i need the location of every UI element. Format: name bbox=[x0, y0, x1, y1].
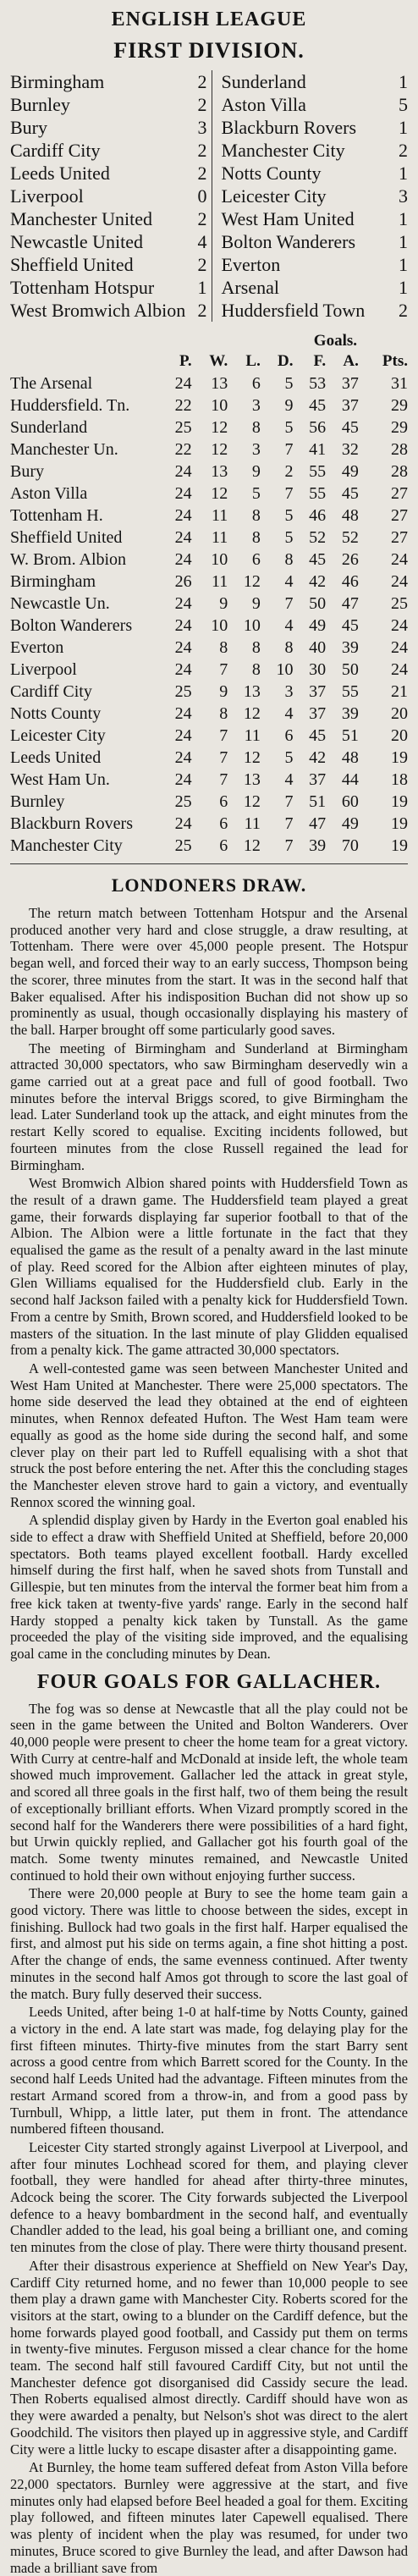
standings-row bbox=[10, 549, 408, 571]
drawn-cell: 7 bbox=[284, 814, 294, 833]
standings-row bbox=[10, 791, 408, 813]
home-team: Leeds United bbox=[10, 163, 110, 184]
goals-for-cell: 56 bbox=[309, 418, 327, 437]
drawn-cell: 4 bbox=[284, 616, 294, 635]
col-header-for: F. bbox=[313, 352, 327, 370]
away-team: Bolton Wanderers bbox=[221, 231, 356, 252]
goals-for-cell: 37 bbox=[309, 770, 327, 789]
won-cell: 6 bbox=[219, 814, 228, 833]
standings-row bbox=[10, 439, 408, 461]
club-name: Blackburn Rovers bbox=[10, 814, 133, 833]
standings-header-row bbox=[10, 350, 408, 372]
goals-for-cell: 37 bbox=[309, 704, 327, 723]
standings-row bbox=[10, 747, 408, 769]
result-divider bbox=[212, 116, 222, 139]
lost-cell: 12 bbox=[243, 836, 261, 855]
drawn-cell: 5 bbox=[284, 506, 294, 525]
result-divider bbox=[212, 276, 222, 299]
points-cell: 31 bbox=[391, 374, 408, 393]
drawn-cell: 3 bbox=[284, 682, 294, 701]
won-cell: 12 bbox=[211, 440, 228, 459]
lost-cell: 6 bbox=[251, 550, 261, 569]
standings-row bbox=[10, 703, 408, 725]
points-cell: 20 bbox=[391, 704, 408, 723]
played-cell: 24 bbox=[174, 638, 192, 657]
club-name: W. Brom. Albion bbox=[10, 550, 127, 569]
away-score: 1 bbox=[399, 163, 408, 184]
lost-cell: 12 bbox=[243, 792, 261, 811]
points-cell: 29 bbox=[391, 396, 408, 415]
lost-cell: 3 bbox=[251, 440, 261, 459]
drawn-cell: 2 bbox=[284, 462, 294, 481]
played-cell: 25 bbox=[174, 792, 192, 811]
match-reports bbox=[10, 874, 408, 2576]
goals-against-cell: 26 bbox=[341, 550, 359, 569]
goals-for-cell: 45 bbox=[309, 726, 327, 745]
away-team: Huddersfield Town bbox=[221, 300, 366, 321]
lost-cell: 3 bbox=[251, 396, 261, 415]
won-cell: 9 bbox=[219, 682, 228, 701]
result-divider bbox=[212, 230, 222, 253]
won-cell: 13 bbox=[211, 462, 228, 481]
goals-for-cell: 42 bbox=[309, 572, 327, 591]
lost-cell: 12 bbox=[243, 572, 261, 591]
goals-for-cell: 39 bbox=[309, 836, 327, 855]
won-cell: 7 bbox=[219, 770, 228, 789]
played-cell: 24 bbox=[174, 748, 192, 767]
away-score: 5 bbox=[399, 94, 408, 115]
home-team: West Bromwich Albion bbox=[10, 300, 186, 321]
goals-against-cell: 70 bbox=[341, 836, 359, 855]
results-table bbox=[10, 70, 408, 322]
standings-row bbox=[10, 835, 408, 857]
away-score: 2 bbox=[399, 140, 408, 161]
away-team: Sunderland bbox=[221, 71, 306, 92]
won-cell: 11 bbox=[211, 506, 228, 525]
home-score: 4 bbox=[197, 231, 207, 252]
goals-for-cell: 41 bbox=[309, 440, 327, 459]
points-cell: 28 bbox=[391, 440, 408, 459]
club-name: Sheffield United bbox=[10, 528, 123, 547]
played-cell: 24 bbox=[174, 528, 192, 547]
standings-row bbox=[10, 593, 408, 615]
played-cell: 24 bbox=[174, 550, 192, 569]
standings-row bbox=[10, 527, 408, 549]
away-score: 1 bbox=[399, 254, 408, 275]
points-cell: 28 bbox=[391, 462, 408, 481]
home-score: 2 bbox=[197, 254, 207, 275]
result-row bbox=[10, 253, 408, 276]
home-score: 2 bbox=[197, 94, 207, 115]
won-cell: 7 bbox=[219, 748, 228, 767]
drawn-cell: 5 bbox=[284, 528, 294, 547]
club-name: Sunderland bbox=[10, 418, 88, 437]
report-paragraph: The return match between Tottenham Hotspur and the Arsenal produced another very hard and close struggle, a draw resulting, at Tottenham. There were over 45,000 people present. The Hotspur began well, and forced their way to an early success, Thompson being the scorer, three minutes from the start. It was in the second half that Baker equalised. After his indisposition Buchan did not show up so prominently as usual, though occasionally displaying his mastery of the ball. Harper brought off some particularly good saves. bbox=[10, 905, 408, 1038]
points-cell: 27 bbox=[391, 528, 408, 547]
home-team: Burnley bbox=[10, 94, 70, 115]
won-cell: 10 bbox=[211, 550, 228, 569]
won-cell: 12 bbox=[211, 484, 228, 503]
goals-for-cell: 55 bbox=[309, 462, 327, 481]
standings-row bbox=[10, 505, 408, 527]
standings-row bbox=[10, 416, 408, 439]
club-name: Huddersfield. Tn. bbox=[10, 396, 130, 415]
club-name: Cardiff City bbox=[10, 682, 92, 701]
result-divider bbox=[212, 139, 222, 162]
standings-club-header bbox=[10, 350, 159, 372]
home-team: Tottenham Hotspur bbox=[10, 277, 155, 298]
club-name: Manchester City bbox=[10, 836, 123, 855]
col-header-lost: L. bbox=[245, 352, 261, 370]
club-name: Burnley bbox=[10, 792, 65, 811]
club-name: West Ham Un. bbox=[10, 770, 110, 789]
away-team: Aston Villa bbox=[221, 94, 306, 115]
goals-against-cell: 49 bbox=[341, 814, 359, 833]
club-name: Liverpool bbox=[10, 660, 77, 679]
home-score: 2 bbox=[197, 140, 207, 161]
result-row bbox=[10, 276, 408, 299]
won-cell: 8 bbox=[219, 704, 228, 723]
played-cell: 22 bbox=[174, 396, 192, 415]
won-cell: 13 bbox=[211, 374, 228, 393]
home-team: Manchester United bbox=[10, 208, 152, 229]
report-paragraph: Leicester City started strongly against Liverpool at Liverpool, and after four minutes Lochhead scored for them, and playing clever football, they were handled for ahead after thirty-three minutes, Adcock being the scorer. The City forwards subjected the Liverpool defence to a heavy bombardment in the second half, and eventually Chandler added to the lead, his goal being a brilliant one, and coming ten minutes from the close of play. There were thirty thousand present. bbox=[10, 2138, 408, 2256]
club-name: Bolton Wanderers bbox=[10, 616, 133, 635]
col-header-played: P. bbox=[179, 352, 192, 370]
lost-cell: 8 bbox=[251, 528, 261, 547]
result-divider bbox=[212, 207, 222, 230]
standings-row bbox=[10, 637, 408, 659]
points-cell: 18 bbox=[391, 770, 408, 789]
result-row bbox=[10, 185, 408, 207]
home-team: Sheffield United bbox=[10, 254, 134, 275]
won-cell: 7 bbox=[219, 726, 228, 745]
goals-against-cell: 52 bbox=[341, 528, 359, 547]
goals-against-cell: 39 bbox=[341, 704, 359, 723]
lost-cell: 8 bbox=[251, 660, 261, 679]
report-paragraph: There were 20,000 people at Bury to see the home team gain a good victory. There was little to choose between the sides, except in finishing. Bullock had two goals in the first half. Harper equalised the first, and almost put his side on terms again, a fine shot hitting a post. After the change of ends, the same evenness continued. After twenty minutes in the second half Amos got through to score the last goal of the match. Bury fully deserved their success. bbox=[10, 1885, 408, 2002]
home-team: Cardiff City bbox=[10, 140, 101, 161]
home-team: Bury bbox=[10, 117, 47, 138]
played-cell: 24 bbox=[174, 814, 192, 833]
lost-cell: 5 bbox=[251, 484, 261, 503]
club-name: Leicester City bbox=[10, 726, 106, 745]
result-row bbox=[10, 139, 408, 162]
report-paragraph: A splendid display given by Hardy in the Everton goal enabled his side to effect a draw with Sheffield United at Sheffield, before 20,000 spectators. Both teams played excellent football. Hardy excelled himself during the first half, when he saved shots from Tunstall and Gillespie, but ten minutes from the interval the former beat him from a free kick taken at twenty-five yards' range. Early in the second half Hardy stopped a penalty kick taken by Tunstall. As the game proceeded the play of the visiting side improved, and the equalising goal came in the concluding minutes by Dean. bbox=[10, 1512, 408, 1662]
home-team: Birmingham bbox=[10, 71, 105, 92]
result-row bbox=[10, 116, 408, 139]
divider bbox=[10, 863, 408, 864]
club-name: Manchester Un. bbox=[10, 440, 118, 459]
home-score: 2 bbox=[197, 163, 207, 184]
standings-body bbox=[10, 372, 408, 857]
result-row bbox=[10, 299, 408, 322]
away-team: Leicester City bbox=[221, 185, 327, 207]
goals-against-cell: 47 bbox=[341, 594, 359, 613]
standings-row bbox=[10, 681, 408, 703]
club-name: Tottenham H. bbox=[10, 506, 103, 525]
away-score: 1 bbox=[399, 117, 408, 138]
drawn-cell: 6 bbox=[284, 726, 294, 745]
goals-for-cell: 42 bbox=[309, 748, 327, 767]
standings-row bbox=[10, 659, 408, 681]
points-cell: 24 bbox=[391, 572, 408, 591]
away-team: Blackburn Rovers bbox=[221, 117, 357, 138]
away-team: West Ham United bbox=[221, 208, 355, 229]
away-score: 1 bbox=[399, 277, 408, 298]
goals-against-cell: 46 bbox=[341, 572, 359, 591]
result-row bbox=[10, 207, 408, 230]
col-header-drawn: D. bbox=[278, 352, 294, 370]
report-paragraph: The meeting of Birmingham and Sunderland at Birmingham attracted 30,000 spectators, who saw Birmingham deservedly win a game carried out at a great pace and full of good football. Two minutes before the interval Briggs scored, to give Birmingham the lead. Later Sunderland took up the attack, and eight minutes from the restart Kelly scored to equalise. Exciting incidents followed, but fourteen minutes from the close Russell regained the lead for Birmingham. bbox=[10, 1040, 408, 1173]
lost-cell: 8 bbox=[251, 418, 261, 437]
points-cell: 19 bbox=[391, 792, 408, 811]
standings-row bbox=[10, 571, 408, 593]
goals-against-cell: 45 bbox=[341, 484, 359, 503]
played-cell: 24 bbox=[174, 374, 192, 393]
club-name: Leeds United bbox=[10, 748, 102, 767]
played-cell: 24 bbox=[174, 462, 192, 481]
drawn-cell: 5 bbox=[284, 374, 294, 393]
points-cell: 21 bbox=[391, 682, 408, 701]
goals-against-cell: 37 bbox=[341, 374, 359, 393]
lost-cell: 12 bbox=[243, 748, 261, 767]
lost-cell: 13 bbox=[243, 682, 261, 701]
lost-cell: 8 bbox=[251, 506, 261, 525]
lost-cell: 9 bbox=[251, 462, 261, 481]
club-name: Birmingham bbox=[10, 572, 96, 591]
result-row bbox=[10, 93, 408, 116]
played-cell: 24 bbox=[174, 484, 192, 503]
standings-table bbox=[10, 350, 408, 857]
drawn-cell: 4 bbox=[284, 704, 294, 723]
goals-label: Goals. bbox=[313, 332, 357, 350]
played-cell: 24 bbox=[174, 594, 192, 613]
goals-for-cell: 51 bbox=[309, 792, 327, 811]
lost-cell: 10 bbox=[243, 616, 261, 635]
points-cell: 20 bbox=[391, 726, 408, 745]
club-name: Everton bbox=[10, 638, 64, 657]
report-paragraph: Leeds United, after being 1-0 at half-time by Notts County, gained a victory in the end. A late start was made, fog delaying play for the first fifteen minutes. Thirty-five minutes from the start Barry sent across a good centre from which Barrett scored for the County. In the second half Leeds United had the advantage. Fifteen minutes from the restart Armand scored from a throw-in, and from a good pass by Turnbull, Whipp, a little later, put them in front. The attendance numbered fifteen thousand. bbox=[10, 2004, 408, 2137]
played-cell: 26 bbox=[174, 572, 192, 591]
won-cell: 8 bbox=[219, 638, 228, 657]
home-score: 0 bbox=[197, 185, 207, 207]
drawn-cell: 4 bbox=[284, 572, 294, 591]
report-paragraph: West Bromwich Albion shared points with Huddersfield Town as the result of a drawn game. The Huddersfield team played a great game, their forwards displaying far superior football to that of the Albion. The Albion were a little fortunate in the fact that they equalised the game as the result of a penalty award in the last minute of play. Reed scored for the Albion after eighteen minutes of play, Glen Williams equalised for the Huddersfield club. Early in the second half Jackson failed with a penalty kick for Huddersfield Town. From a centre by Smith, Brown scored, and Huddersfield looked to be masters of the situation. In the last minute of play Glidden equalised from a penalty kick. The game attracted 30,000 spectators. bbox=[10, 1175, 408, 1359]
won-cell: 6 bbox=[219, 836, 228, 855]
goals-against-cell: 60 bbox=[341, 792, 359, 811]
lost-cell: 8 bbox=[251, 638, 261, 657]
points-cell: 29 bbox=[391, 418, 408, 437]
points-cell: 19 bbox=[391, 814, 408, 833]
goals-against-cell: 37 bbox=[341, 396, 359, 415]
goals-for-cell: 47 bbox=[309, 814, 327, 833]
played-cell: 25 bbox=[174, 836, 192, 855]
away-team: Notts County bbox=[221, 163, 322, 184]
drawn-cell: 7 bbox=[284, 440, 294, 459]
goals-for-cell: 52 bbox=[309, 528, 327, 547]
away-score: 1 bbox=[399, 231, 408, 252]
won-cell: 9 bbox=[219, 594, 228, 613]
section-heading: LONDONERS DRAW. bbox=[111, 874, 307, 896]
division-title: FIRST DIVISION. bbox=[113, 38, 305, 63]
goals-for-cell: 37 bbox=[309, 682, 327, 701]
home-score: 3 bbox=[197, 117, 207, 138]
away-score: 3 bbox=[399, 185, 408, 207]
goals-for-cell: 53 bbox=[309, 374, 327, 393]
drawn-cell: 5 bbox=[284, 748, 294, 767]
played-cell: 25 bbox=[174, 418, 192, 437]
drawn-cell: 10 bbox=[276, 660, 294, 679]
standings-row bbox=[10, 615, 408, 637]
section-heading: FOUR GOALS FOR GALLACHER. bbox=[36, 1670, 382, 1693]
points-cell: 24 bbox=[391, 638, 408, 657]
league-title: ENGLISH LEAGUE bbox=[111, 8, 307, 30]
drawn-cell: 5 bbox=[284, 418, 294, 437]
won-cell: 7 bbox=[219, 660, 228, 679]
goals-for-cell: 45 bbox=[309, 396, 327, 415]
standings-row bbox=[10, 483, 408, 505]
drawn-cell: 7 bbox=[284, 792, 294, 811]
won-cell: 6 bbox=[219, 792, 228, 811]
away-score: 2 bbox=[399, 300, 408, 321]
report-paragraph: At Burnley, the home team suffered defeat from Aston Villa before 22,000 spectators. Burnley were aggressive at the start, and five minutes only had elapsed before Beel headed a goal for them. Exciting play followed, and fifteen minutes later Capewell equalised. There was plenty of incident when the play was resumed, for under two minutes, Bruce scored to give Burnley the lead, and after Dawson had made a brilliant save from bbox=[10, 2459, 408, 2576]
col-header-won: W. bbox=[209, 352, 228, 370]
goals-for-cell: 55 bbox=[309, 484, 327, 503]
drawn-cell: 9 bbox=[284, 396, 294, 415]
away-team: Everton bbox=[221, 254, 281, 275]
report-paragraph: After their disastrous experience at Sheffield on New Year's Day, Cardiff City returned home, and no fewer than 10,000 people to see them play a drawn game with Manchester City. Roberts scored for the visitors at the start, owing to a blunder on the Cardiff defence, but the home forwards played good football, and Cassidy put them on terms in twenty-five minutes. Ferguson missed a clear chance for the home team. The second half still favoured Cardiff City, but not until the Manchester defence got disorganised did Cassidy secure the lead. Then Roberts equalised almost directly. Cardiff should have won as they were awarded a penalty, but Nelson's shot was direct to the alert Goodchild. The visitors then played up in aggressive style, and Cardiff City were a little lucky to escape disaster after a disappointing game. bbox=[10, 2257, 408, 2457]
club-name: Newcastle Un. bbox=[10, 594, 110, 613]
played-cell: 24 bbox=[174, 616, 192, 635]
points-cell: 19 bbox=[391, 836, 408, 855]
club-name: The Arsenal bbox=[10, 374, 93, 393]
home-team: Newcastle United bbox=[10, 231, 143, 252]
away-score: 1 bbox=[399, 71, 408, 92]
standings-row bbox=[10, 769, 408, 791]
col-header-points: Pts. bbox=[382, 352, 408, 370]
goals-against-cell: 32 bbox=[341, 440, 359, 459]
goals-for-cell: 46 bbox=[309, 506, 327, 525]
played-cell: 24 bbox=[174, 660, 192, 679]
drawn-cell: 7 bbox=[284, 484, 294, 503]
points-cell: 27 bbox=[391, 484, 408, 503]
home-score: 2 bbox=[197, 208, 207, 229]
played-cell: 24 bbox=[174, 770, 192, 789]
result-divider bbox=[212, 299, 222, 322]
drawn-cell: 7 bbox=[284, 836, 294, 855]
result-row bbox=[10, 230, 408, 253]
goals-for-cell: 40 bbox=[309, 638, 327, 657]
report-paragraph: The fog was so dense at Newcastle that all the play could not be seen in the game between the United and Bolton Wanderers. Over 40,000 people were present to cheer the home team for a great victory. With Curry at centre-half and McDonald at inside left, the whole team showed much improvement. Gallacher led the attack in great style, and scored all three goals in the first half, two of them being the result of exceptionally brilliant efforts. When Vizard promptly scored in the second half for the Wanderers there were possibilities of a hard fight, but Urwin quickly replied, and Gallacher got his fourth goal of the match. Some twenty minutes remained, and Newcastle United continued to hold their own without enjoying further success. bbox=[10, 1700, 408, 1884]
played-cell: 24 bbox=[174, 726, 192, 745]
standings-row bbox=[10, 813, 408, 835]
goals-against-cell: 45 bbox=[341, 616, 359, 635]
result-divider bbox=[212, 185, 222, 207]
won-cell: 11 bbox=[211, 572, 228, 591]
goals-against-cell: 45 bbox=[341, 418, 359, 437]
won-cell: 12 bbox=[211, 418, 228, 437]
goals-against-cell: 44 bbox=[341, 770, 359, 789]
away-team: Arsenal bbox=[221, 277, 279, 298]
won-cell: 11 bbox=[211, 528, 228, 547]
goals-against-cell: 49 bbox=[341, 462, 359, 481]
goals-for-cell: 49 bbox=[309, 616, 327, 635]
goals-against-cell: 50 bbox=[341, 660, 359, 679]
away-team: Manchester City bbox=[221, 140, 345, 161]
results-body bbox=[10, 70, 408, 322]
goals-for-cell: 50 bbox=[309, 594, 327, 613]
drawn-cell: 7 bbox=[284, 594, 294, 613]
played-cell: 22 bbox=[174, 440, 192, 459]
result-divider bbox=[212, 70, 222, 93]
lost-cell: 13 bbox=[243, 770, 261, 789]
standings-row bbox=[10, 725, 408, 747]
drawn-cell: 8 bbox=[284, 550, 294, 569]
home-score: 2 bbox=[197, 71, 207, 92]
home-score: 1 bbox=[197, 277, 207, 298]
points-cell: 27 bbox=[391, 506, 408, 525]
played-cell: 24 bbox=[174, 704, 192, 723]
lost-cell: 11 bbox=[244, 814, 261, 833]
won-cell: 10 bbox=[211, 616, 228, 635]
goals-against-cell: 51 bbox=[341, 726, 359, 745]
goals-against-cell: 48 bbox=[341, 748, 359, 767]
standings-row bbox=[10, 394, 408, 416]
result-divider bbox=[212, 253, 222, 276]
points-cell: 24 bbox=[391, 550, 408, 569]
lost-cell: 12 bbox=[243, 704, 261, 723]
result-divider bbox=[212, 162, 222, 185]
report-paragraph: A well-contested game was seen between Manchester United and West Ham United at Manchester. There were 25,000 spectators. The home side deserved the lead they obtained at the end of eighteen minutes, when Rennox defeated Hufton. The West Ham team were equally as good as the home side during the second half, and some clever play on their part led to Ruffell equalising with a shot that struck the post before entering the net. After this the concluding stages the Manchester eleven strove hard to gain a victory, and eventually Rennox scored the winning goal. bbox=[10, 1360, 408, 1510]
points-cell: 19 bbox=[391, 748, 408, 767]
club-name: Bury bbox=[10, 462, 44, 481]
goals-against-cell: 48 bbox=[341, 506, 359, 525]
lost-cell: 11 bbox=[244, 726, 261, 745]
played-cell: 25 bbox=[174, 682, 192, 701]
standings-row bbox=[10, 372, 408, 394]
drawn-cell: 8 bbox=[284, 638, 294, 657]
result-divider bbox=[212, 93, 222, 116]
home-team: Liverpool bbox=[10, 185, 84, 207]
col-header-against: A. bbox=[343, 352, 359, 370]
points-cell: 24 bbox=[391, 660, 408, 679]
club-name: Notts County bbox=[10, 704, 102, 723]
home-score: 2 bbox=[197, 300, 207, 321]
result-row bbox=[10, 70, 408, 93]
away-score: 1 bbox=[399, 208, 408, 229]
won-cell: 10 bbox=[211, 396, 228, 415]
result-row bbox=[10, 162, 408, 185]
lost-cell: 9 bbox=[251, 594, 261, 613]
lost-cell: 6 bbox=[251, 374, 261, 393]
played-cell: 24 bbox=[174, 506, 192, 525]
goals-against-cell: 55 bbox=[341, 682, 359, 701]
goals-for-cell: 30 bbox=[309, 660, 327, 679]
drawn-cell: 4 bbox=[284, 770, 294, 789]
goals-against-cell: 39 bbox=[341, 638, 359, 657]
club-name: Aston Villa bbox=[10, 484, 88, 503]
standings-row bbox=[10, 461, 408, 483]
points-cell: 25 bbox=[391, 594, 408, 613]
points-cell: 24 bbox=[391, 616, 408, 635]
goals-for-cell: 45 bbox=[309, 550, 327, 569]
